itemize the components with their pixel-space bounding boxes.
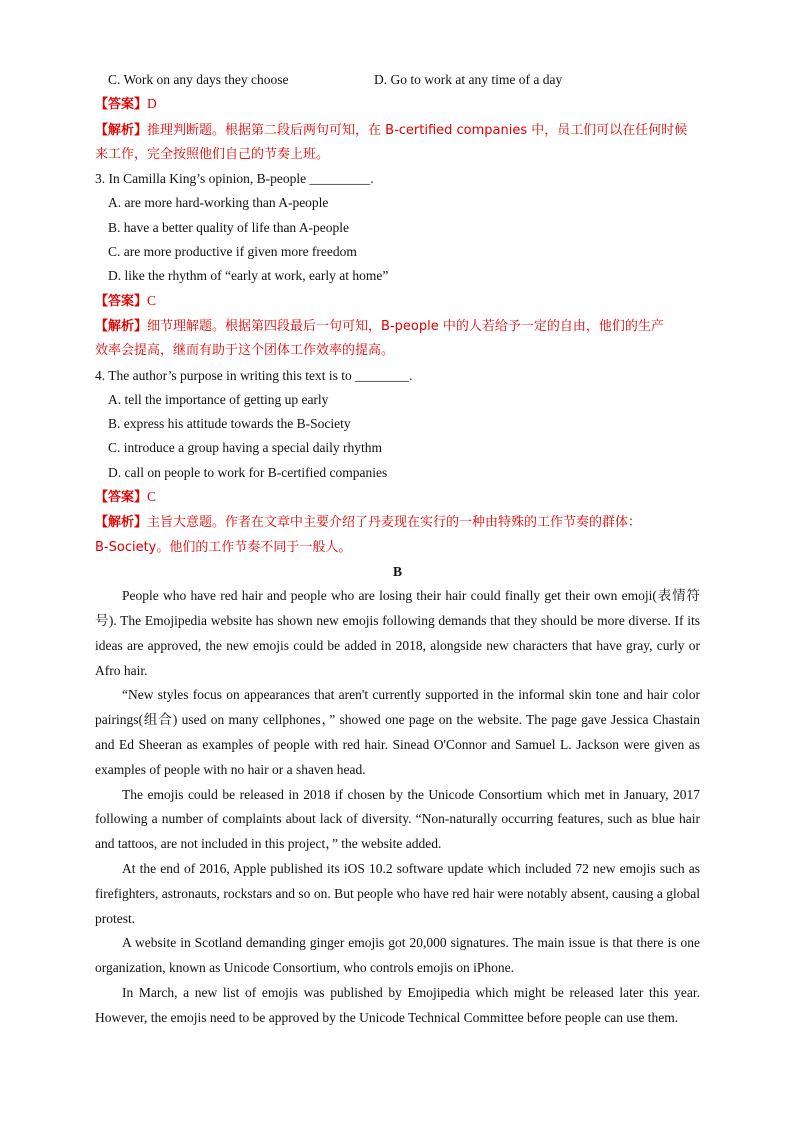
q4-analysis-cont: B-Society。他们的工作节奏不同于一般人。 xyxy=(95,539,352,555)
q4-option-a: A. tell the importance of getting up early xyxy=(108,391,329,407)
q3-option-b: B. have a better quality of life than A-people xyxy=(108,219,350,235)
passage-paragraph-1: People who have red hair and people who are losing their hair could finally get their own emoji(表情符号). The Emojipedia website has shown new emojis following demands that they should be more diverse. If its ideas are approved, the new emojis could be added in 2018, alongside new characters that have gray, curly or Afro hair. xyxy=(95,588,700,678)
q2-answer xyxy=(95,92,700,117)
q4-blank: ________ xyxy=(355,367,410,383)
passage-paragraph-5: A website in Scotland demanding ginger emojis got 20,000 signatures. The main issue is that there is one organization, known as Unicode Consortium, who controls emojis on iPhone. xyxy=(95,935,700,976)
answer-tag: 【答案】 xyxy=(95,97,148,113)
analysis-tag: 【解析】 xyxy=(95,318,148,334)
q3-option-d: D. like the rhythm of “early at work, early at home” xyxy=(108,268,389,284)
q2-analysis-cont: 来工作，完全按照他们自己的节奏上班。 xyxy=(95,146,330,162)
q4-option-b: B. express his attitude towards the B-Society xyxy=(108,416,351,432)
q3-analysis-cont: 效率会提高，继而有助于这个团体工作效率的提高。 xyxy=(95,343,395,359)
answer-tag: 【答案】 xyxy=(95,293,148,309)
answer-value: C xyxy=(147,489,157,505)
q3-option-c: C. are more productive if given more freedom xyxy=(108,244,357,260)
answer-value: D xyxy=(147,96,157,112)
q2-options-row xyxy=(95,68,700,92)
q4-stem xyxy=(95,364,700,388)
document-page xyxy=(95,68,700,1031)
analysis-text: 主旨大意题。作者在文章中主要介绍了丹麦现在实行的一种由特殊的工作节奏的群体： xyxy=(147,515,642,531)
q3-stem xyxy=(95,167,700,191)
q3-blank: _________ xyxy=(309,171,371,187)
answer-tag: 【答案】 xyxy=(95,490,148,506)
q2-option-c: C. Work on any days they choose xyxy=(108,72,289,87)
q2-analysis xyxy=(95,118,700,143)
passage-paragraph-4: At the end of 2016, Apple published its iOS 10.2 software update which included 72 new emojis such as firefighters, astronauts, rockstars and so on. But people who have red hair were notably absent, causing a global protest. xyxy=(95,861,700,926)
analysis-text: 推理判断题。根据第二段后两句可知，在 B-certified companies 中，员工们可以在任何时候 xyxy=(147,122,688,138)
analysis-text: 细节理解题。根据第四段最后一句可知，B-people 中的人若给予一定的自由，他们的生产 xyxy=(147,318,664,334)
analysis-tag: 【解析】 xyxy=(95,515,148,531)
q4-analysis xyxy=(95,510,700,535)
q4-stem-text: 4. The author’s purpose in writing this text is to xyxy=(95,367,352,383)
q4-stem-end: . xyxy=(409,367,413,383)
analysis-tag: 【解析】 xyxy=(95,122,148,138)
q3-answer xyxy=(95,289,700,314)
q3-stem-text: 3. In Camilla King’s opinion, B-people xyxy=(95,171,307,187)
passage-paragraph-6: In March, a new list of emojis was published by Emojipedia which might be released later this year. However, the emojis need to be approved by the Unicode Technical Committee before people can use them. xyxy=(95,984,700,1025)
passage-paragraph-3: The emojis could be released in 2018 if chosen by the Unicode Consortium which met in January, 2017 following a number of complaints about lack of diversity. “Non-naturally occurring features, such as blue hair and tattoos, are not included in this project，” the website added. xyxy=(95,786,700,852)
q3-stem-end: . xyxy=(370,171,374,187)
section-heading: B xyxy=(392,563,402,579)
q4-option-d: D. call on people to work for B-certified companies xyxy=(108,464,388,480)
passage-paragraph-2: “New styles focus on appearances that aren't currently supported in the informal skin tone and hair color pairings(组合) used on many cellphones，” showed one page on the website. The page gave Jessica Chastain and Ed Sheeran as examples of people with red hair. Sinead O'Connor and Samuel L. Jackson were given as examples of people with no hair or a shaven head. xyxy=(95,687,700,777)
q3-analysis xyxy=(95,314,700,339)
q4-answer xyxy=(95,485,700,510)
q4-option-c: C. introduce a group having a special daily rhythm xyxy=(108,440,383,456)
q2-option-d: D. Go to work at any time of a day xyxy=(374,72,563,87)
answer-value: C xyxy=(147,292,157,308)
q3-option-a: A. are more hard-working than A-people xyxy=(108,195,329,211)
